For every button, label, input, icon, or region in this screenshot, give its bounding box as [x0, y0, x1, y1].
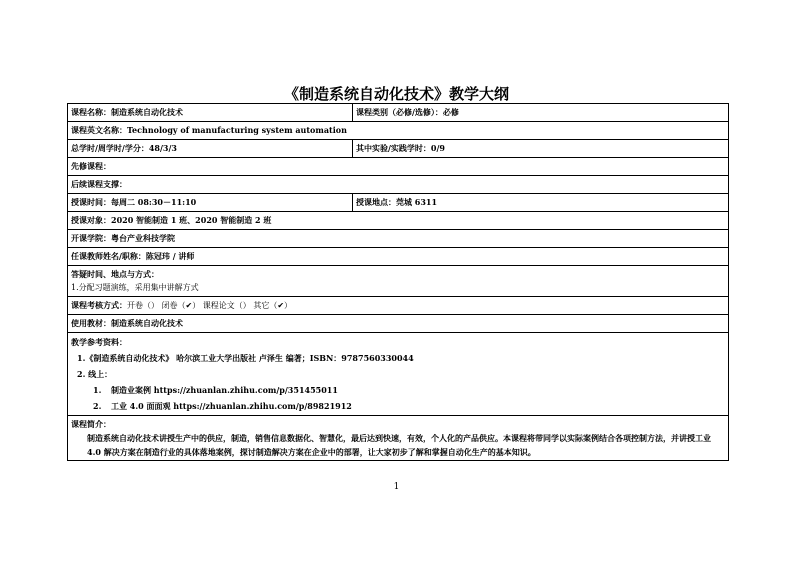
hours-value: 48/3/3: [148, 143, 177, 153]
cell-college: [68, 230, 729, 248]
qa-label: 答疑时间、地点与方式：: [71, 269, 159, 279]
cell-followup: [68, 176, 729, 194]
cell-teacher: [68, 248, 729, 266]
cell-place: [353, 194, 729, 212]
lab-label: 其中实验/实践学时：: [356, 143, 431, 153]
cell-intro: [68, 416, 729, 461]
cell-english-name: [68, 122, 729, 140]
course-name-value: 制造系统自动化技术: [111, 107, 183, 117]
prereq-label: 先修课程：: [71, 161, 111, 171]
course-type-label: 课程类别（必修/选修）：: [356, 107, 443, 117]
lab-value: 0/9: [430, 143, 445, 153]
place-value: 莞城 6311: [396, 197, 438, 207]
page-number: 1: [393, 482, 400, 492]
cell-course-type: [353, 104, 729, 122]
english-name-value: Technology of manufacturing system automation: [127, 125, 347, 135]
link-1-text[interactable]: 制造业案例 https://zhuanlan.zhihu.com/p/351455011: [111, 385, 338, 395]
exam-label: 课程考核方式：: [71, 300, 127, 310]
hours-label: 总学时/周学时/学分：: [71, 143, 149, 153]
reference-1: 1.《制造系统自动化技术》 哈尔滨工业大学出版社 卢泽生 编著；ISBN：9787560330044: [77, 353, 414, 363]
qa-text: 1.分配习题演练，采用集中讲解方式: [71, 283, 199, 292]
row-prereq: [68, 158, 729, 176]
cell-hours: [68, 140, 353, 158]
row-exam: [68, 297, 729, 315]
time-label: 授课时间：: [71, 197, 111, 207]
cell-qa: [68, 266, 729, 297]
exam-other-option: 其它（✔）: [253, 301, 293, 310]
row-english-name: [68, 122, 729, 140]
exam-open-option: 开卷（）: [127, 301, 159, 310]
intro-label: 课程简介：: [71, 419, 111, 429]
row-textbook: [68, 315, 729, 333]
cell-prereq: [68, 158, 729, 176]
reference-link-1: [71, 382, 725, 398]
textbook-value: 制造系统自动化技术: [111, 318, 183, 328]
syllabus-table: [67, 103, 729, 461]
intro-text: 制造系统自动化技术讲授生产中的供应，制造，销售信息数据化、智慧化，最后达到快速，有效，个人化的产品供应。本课程将带同学以实际案例结合各项控制方法，并讲授工业 4.0 解决方案在制造行业的具体落地案例，探讨制造解决方案在企业中的部署，让大家初步了解和掌握自动化生产的基本知识。: [87, 433, 711, 457]
target-value: 2020 智能制造 1 班、2020 智能制造 2 班: [111, 215, 272, 225]
row-refs: [68, 333, 729, 416]
row-teacher: [68, 248, 729, 266]
course-name-label: 课程名称：: [71, 107, 111, 117]
row-qa: [68, 266, 729, 297]
time-value: 每周二 08:30－11:10: [111, 197, 197, 207]
refs-label: 教学参考资料：: [71, 337, 127, 347]
teacher-label: 任课教师姓名/职称：: [71, 251, 146, 261]
cell-lab: [353, 140, 729, 158]
cell-course-name: [68, 104, 353, 122]
textbook-label: 使用教材：: [71, 318, 111, 328]
exam-paper-option: 课程论文（）: [202, 301, 251, 310]
followup-label: 后续课程支撑：: [71, 179, 127, 189]
reference-2: 2. 线上：: [77, 369, 113, 379]
row-intro: [68, 416, 729, 461]
link-2-number: 2.: [93, 401, 102, 411]
link-2-text[interactable]: 工业 4.0 面面观 https://zhuanlan.zhihu.com/p/89821912: [111, 401, 352, 411]
course-type-value: 必修: [442, 107, 459, 117]
link-1-number: 1.: [93, 385, 102, 395]
row-followup: [68, 176, 729, 194]
college-label: 开课学院：: [71, 233, 111, 243]
syllabus-title: 《制造系统自动化技术》教学大纲: [283, 85, 509, 103]
place-label: 授课地点：: [356, 197, 396, 207]
row-time: [68, 194, 729, 212]
cell-textbook: [68, 315, 729, 333]
row-college: [68, 230, 729, 248]
cell-time: [68, 194, 353, 212]
cell-refs: [68, 333, 729, 416]
english-name-label: 课程英文名称：: [71, 125, 127, 135]
row-course-name: [68, 104, 729, 122]
cell-exam: [68, 297, 729, 315]
target-label: 授课对象：: [71, 215, 111, 225]
row-target: [68, 212, 729, 230]
exam-closed-option: 闭卷（✔）: [161, 301, 201, 310]
cell-target: [68, 212, 729, 230]
reference-link-2: [71, 398, 725, 414]
teacher-value: 陈冠玮 / 讲师: [145, 251, 195, 261]
college-value: 粤台产业科技学院: [111, 233, 175, 243]
row-hours: [68, 140, 729, 158]
